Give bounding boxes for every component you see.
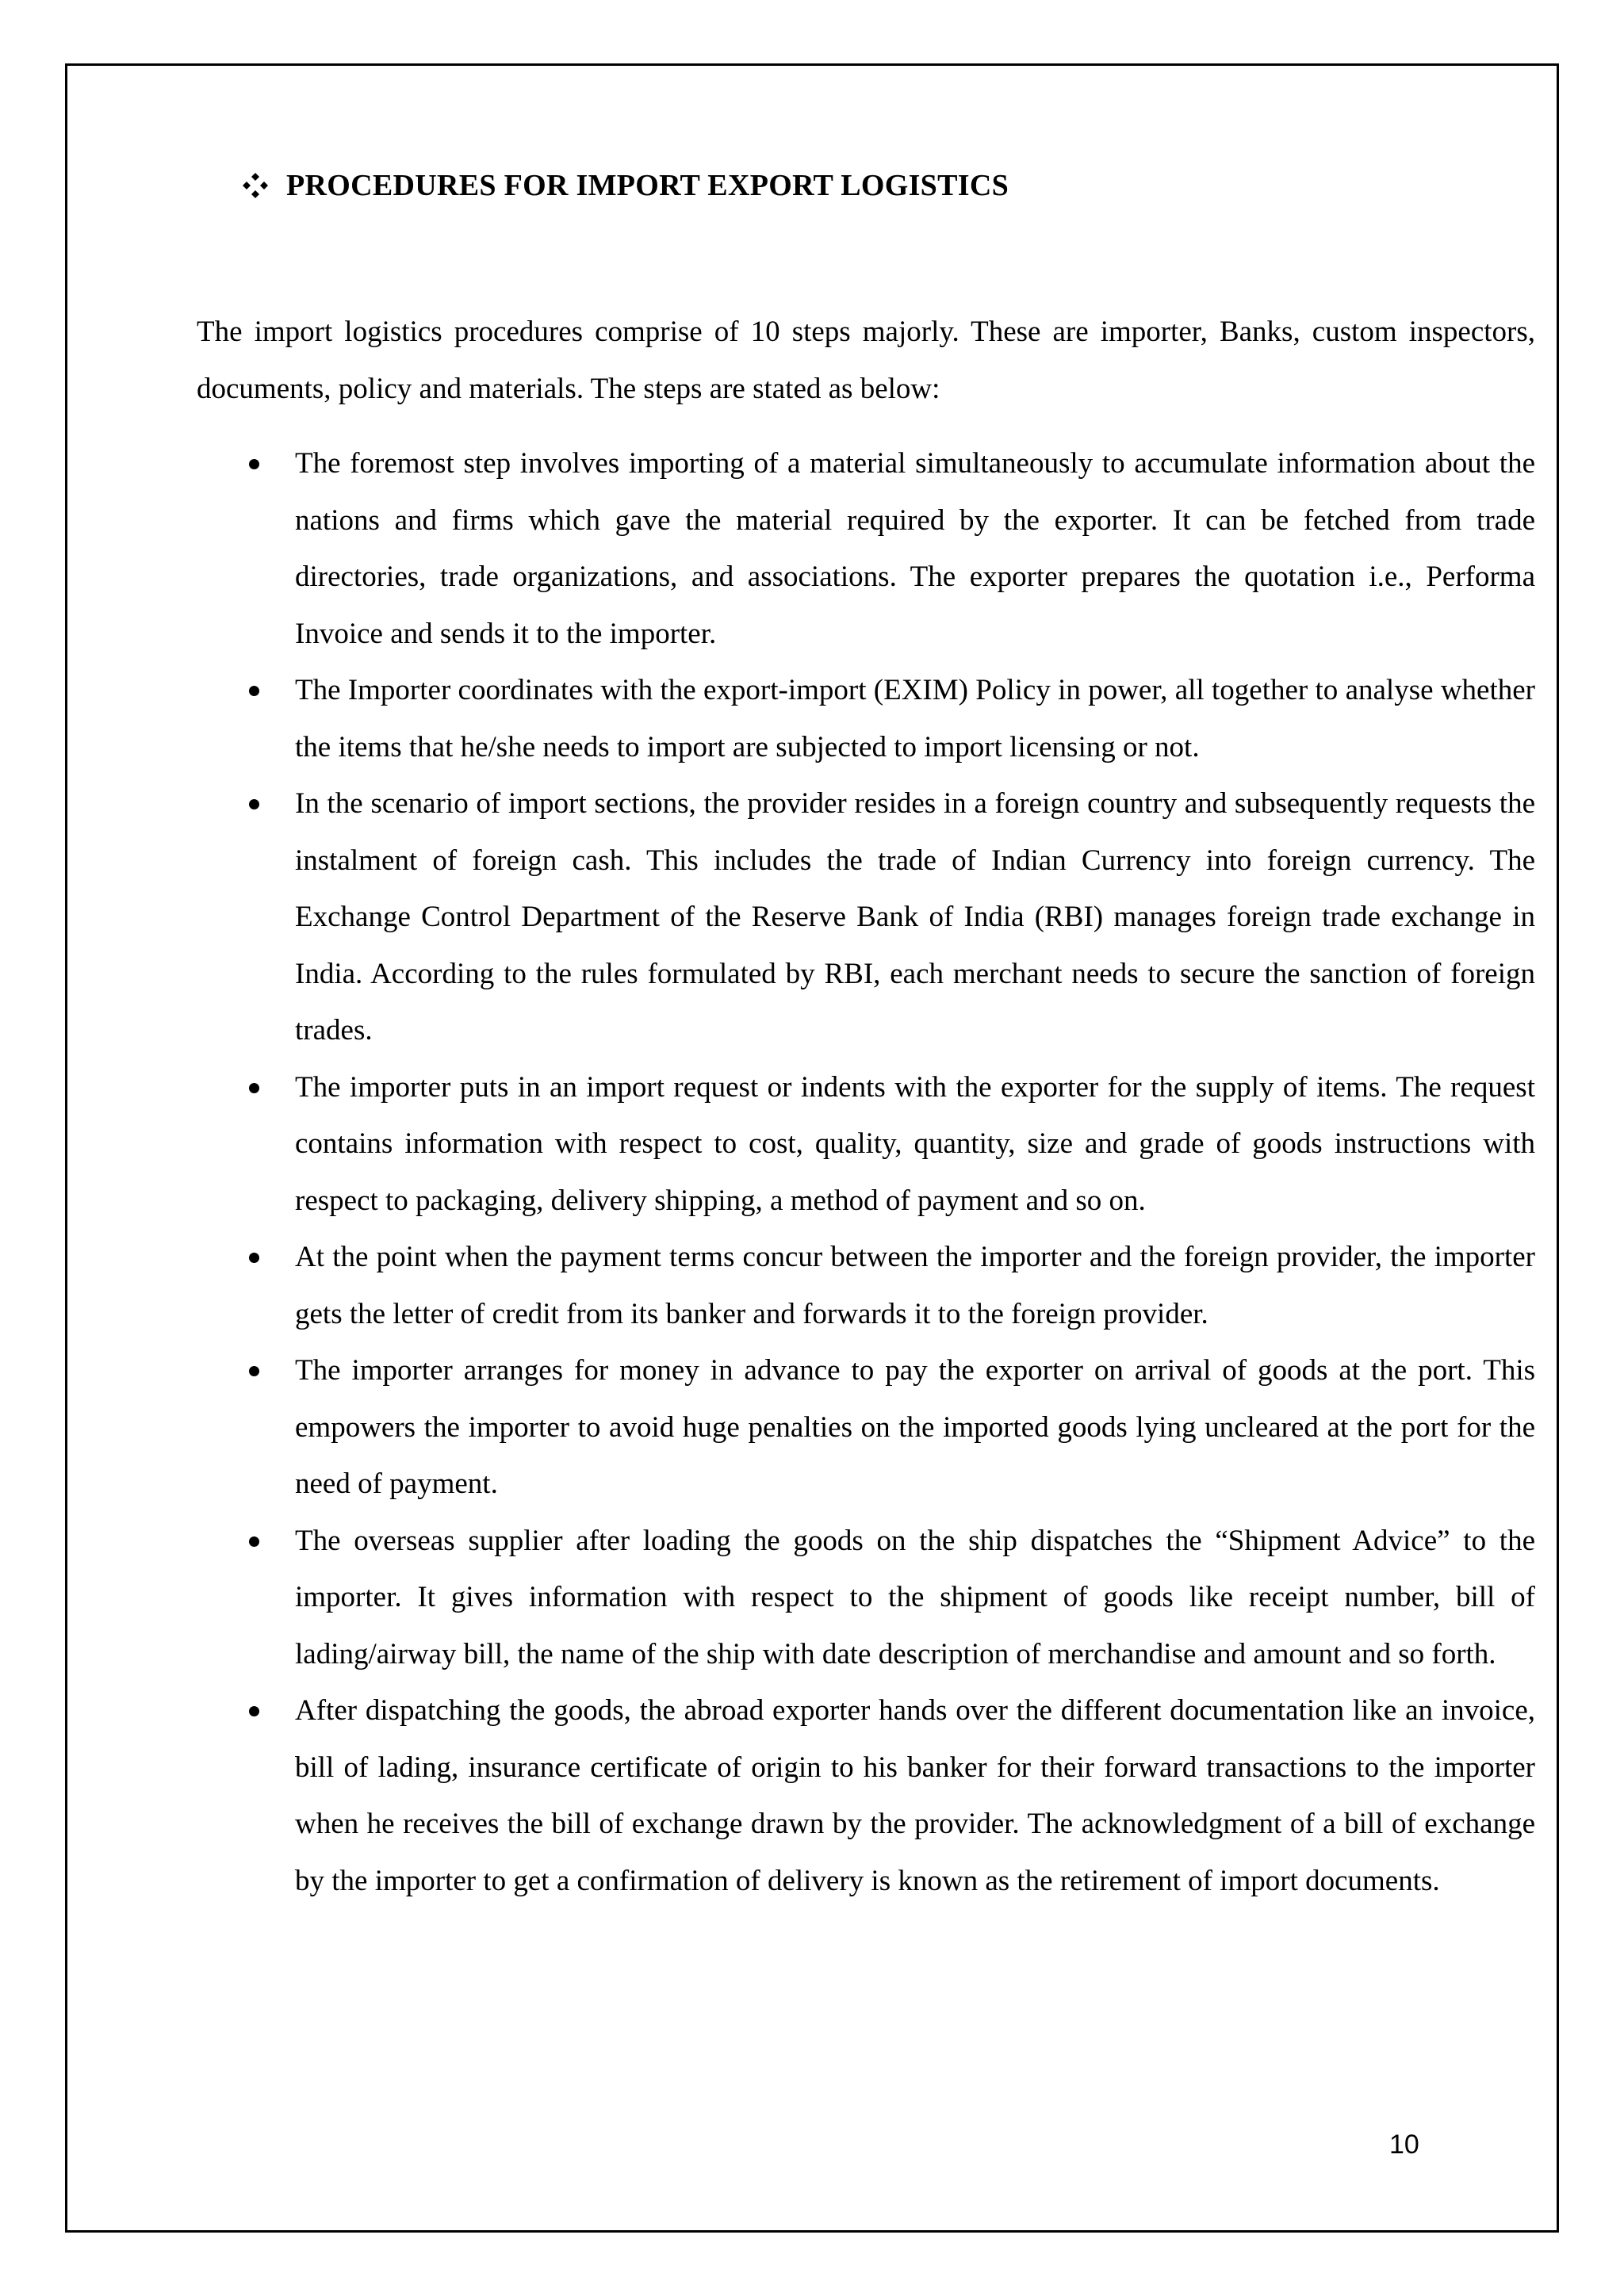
list-item	[197, 662, 1535, 775]
diamond-bullet-icon	[242, 172, 269, 199]
bullet-dot-icon	[249, 1253, 259, 1263]
list-item-text: The foremost step involves importing of a material simultaneously to accumulate information about the nations and firms which gave the material required by the exporter. It can be fetched from trade directories, trade organizations, and associations. The exporter prepares the quotation i.e., Performa Invoice and sends it to the importer.	[295, 447, 1535, 650]
list-item	[197, 435, 1535, 662]
bullet-dot-icon	[249, 1536, 259, 1547]
section-heading	[242, 168, 1009, 203]
list-item	[197, 1229, 1535, 1342]
list-item-text: After dispatching the goods, the abroad exporter hands over the different documentation like an invoice, bill of lading, insurance certificate of origin to his banker for their forward transactions to the importer when he receives the bill of exchange drawn by the provider. The acknowledgment of a bill of exchange by the importer to get a confirmation of delivery is known as the retirement of import documents.	[295, 1694, 1535, 1897]
list-item	[197, 1342, 1535, 1513]
list-item	[197, 1059, 1535, 1230]
list-item-text: At the point when the payment terms concur between the importer and the foreign provider, the importer gets the letter of credit from its banker and forwards it to the foreign provider.	[295, 1241, 1535, 1330]
list-item-text: The importer puts in an import request or indents with the exporter for the supply of items. The request contains information with respect to cost, quality, quantity, size and grade of goods instructions with respect to packaging, delivery shipping, a method of payment and so on.	[295, 1070, 1535, 1217]
list-item	[197, 775, 1535, 1059]
page-number: 10	[1389, 2130, 1419, 2160]
list-item	[197, 1513, 1535, 1683]
bullet-dot-icon	[249, 1706, 259, 1716]
section-heading-text: PROCEDURES FOR IMPORT EXPORT LOGISTICS	[286, 169, 1009, 202]
list-item-text: The Importer coordinates with the export-import (EXIM) Policy in power, all together to analyse whether the items that he/she needs to import are subjected to import licensing or not.	[295, 674, 1535, 763]
list-item-text: The overseas supplier after loading the goods on the ship dispatches the “Shipment Advice” to the importer. It gives information with respect to the shipment of goods like receipt number, bill of lading/airway bill, the name of the ship with date description of merchandise and amount and so forth.	[295, 1524, 1535, 1670]
bullet-dot-icon	[249, 1366, 259, 1376]
intro-paragraph: The import logistics procedures comprise of 10 steps majorly. These are importer, Banks, custom inspectors, documents, policy and materials. The steps are stated as below:	[197, 316, 1535, 405]
bullet-dot-icon	[249, 459, 259, 469]
bullet-dot-icon	[249, 1083, 259, 1093]
steps-list	[197, 435, 1535, 1909]
list-item-text: The importer arranges for money in advance to pay the exporter on arrival of goods at the port. This empowers the importer to avoid huge penalties on the imported goods lying uncleared at the port for the need of payment.	[295, 1354, 1535, 1500]
bullet-dot-icon	[249, 686, 259, 696]
bullet-dot-icon	[249, 799, 259, 809]
list-item-text: In the scenario of import sections, the provider resides in a foreign country and subsequently requests the instalment of foreign cash. This includes the trade of Indian Currency into foreign currency. The Exchange Control Department of the Reserve Bank of India (RBI) manages foreign trade exchange in India. According to the rules formulated by RBI, each merchant needs to secure the sanction of foreign trades.	[295, 787, 1535, 1047]
list-item	[197, 1682, 1535, 1909]
